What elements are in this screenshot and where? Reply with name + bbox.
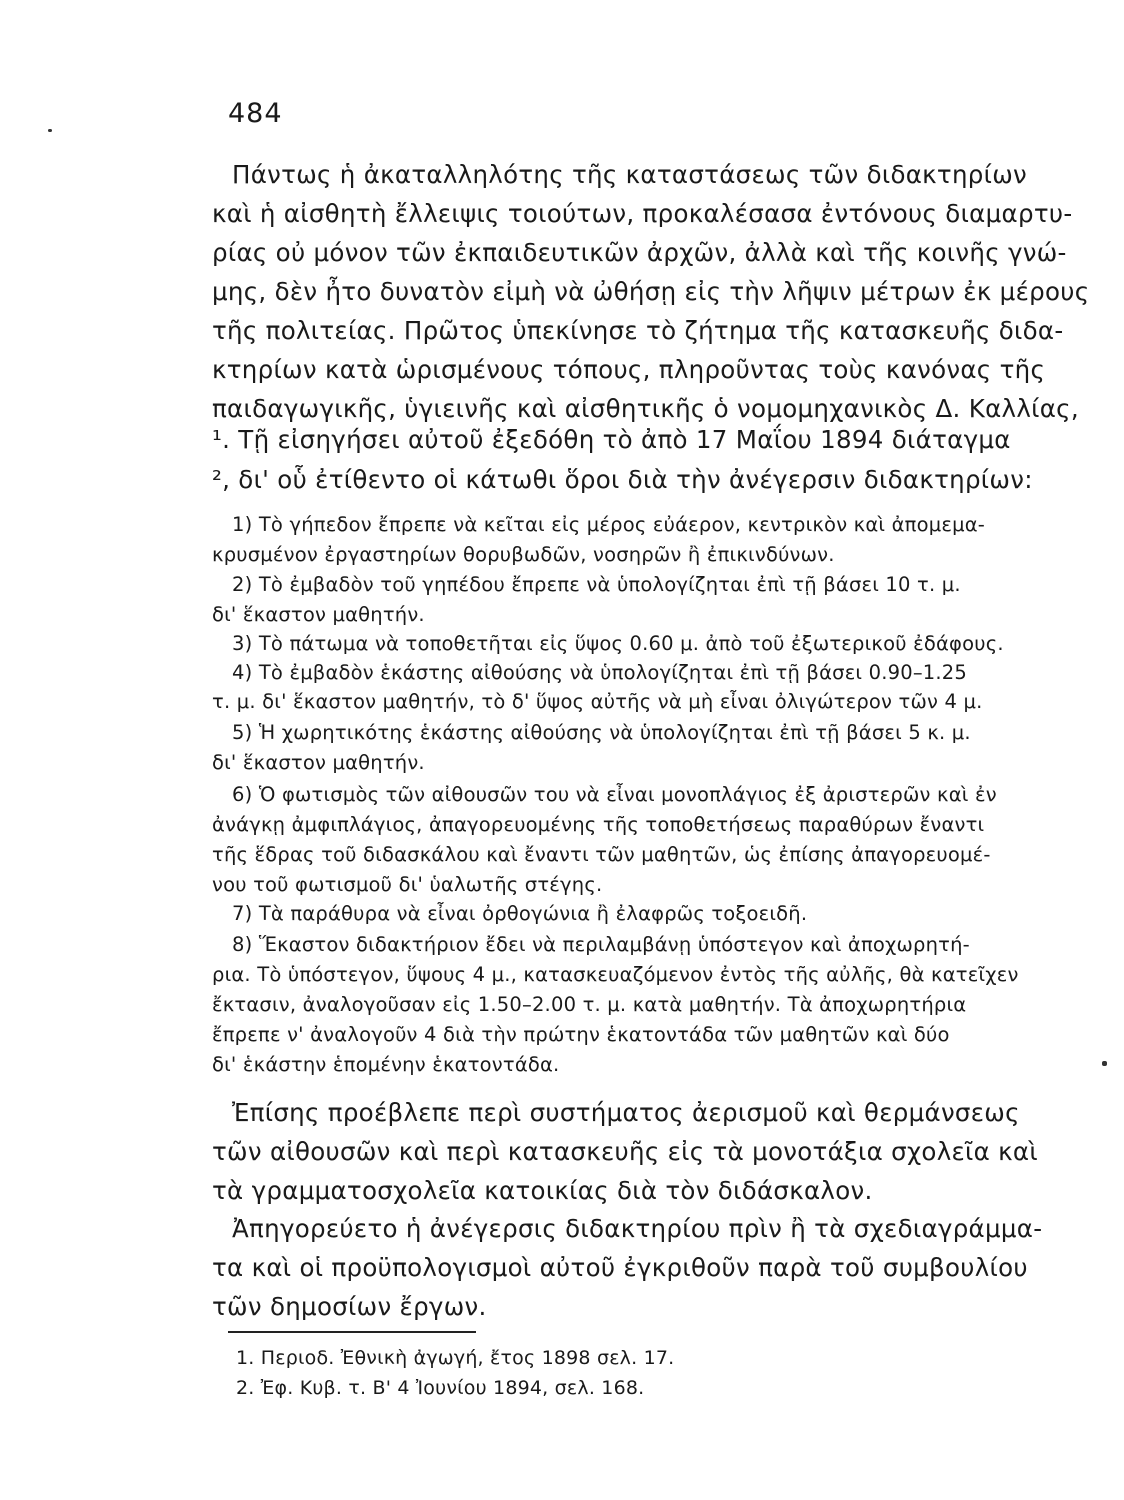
text-line: Πάντως ἡ ἀκαταλληλότης τῆς καταστάσεως τῶν διδακτηρίων [232,160,1028,189]
text-line: τὰ γραμματοσχολεῖα κατοικίας διὰ τὸν διδάσκαλον. [212,1176,873,1205]
text-line: κτηρίων κατὰ ὡρισμένους τόπους, πληροῦντας τοὺς κανόνας τῆς [212,355,1046,384]
text-line: ἔκτασιν, ἀναλογοῦσαν εἰς 1.50–2.00 τ. μ. κατὰ μαθητήν. Τὰ ἀποχωρητήρια [212,993,967,1016]
text-line: Ἐπίσης προέβλεπε περὶ συστήματος ἀερισμοῦ καὶ θερμάνσεως [232,1098,1020,1127]
text-line: 2) Τὸ ἐμβαδὸν τοῦ γηπέδου ἔπρεπε νὰ ὑπολογίζηται ἐπὶ τῇ βάσει 10 τ. μ. [232,573,961,596]
text-line: ¹. Τῇ εἰσηγήσει αὐτοῦ ἐξεδόθη τὸ ἀπὸ 17 Μαΐου 1894 διάταγμα [212,425,1011,454]
text-line: 4) Τὸ ἐμβαδὸν ἑκάστης αἰθούσης νὰ ὑπολογίζηται ἐπὶ τῇ βάσει 0.90–1.25 [232,661,968,684]
text-line: δι' ἕκαστον μαθητήν. [212,603,425,626]
text-line: τῆς πολιτείας. Πρῶτος ὑπεκίνησε τὸ ζήτημα τῆς κατασκευῆς διδα- [212,316,1064,345]
text-line: 7) Τὰ παράθυρα νὰ εἶναι ὀρθογώνια ἢ ἐλαφρῶς τοξοειδῆ. [232,902,808,925]
text-line: ², δι' οὗ ἐτίθεντο οἱ κάτωθι ὅροι διὰ τὴν ἀνέγερσιν διδακτηρίων: [212,465,1033,494]
text-line: ρια. Τὸ ὑπόστεγον, ὕψους 4 μ., κατασκευαζόμενον ἐντὸς τῆς αὐλῆς, θὰ κατεῖχεν [212,963,1019,986]
text-line: τ. μ. δι' ἕκαστον μαθητήν, τὸ δ' ὕψος αὐτῆς νὰ μὴ εἶναι ὀλιγώτερον τῶν 4 μ. [212,690,983,713]
text-line: 8) Ἕκαστον διδακτήριον ἔδει νὰ περιλαμβάνῃ ὑπόστεγον καὶ ἀποχωρητή- [232,933,970,956]
text-line: 1) Τὸ γήπεδον ἔπρεπε νὰ κεῖται εἰς μέρος εὐάερον, κεντρικὸν καὶ ἀπομεμα- [232,513,985,536]
text-line: δι' ἕκαστον μαθητήν. [212,751,425,774]
page-number: 484 [228,98,283,129]
text-line: κρυσμένον ἐργαστηρίων θορυβωδῶν, νοσηρῶν ἢ ἐπικινδύνων. [212,543,835,566]
text-line: καὶ ἡ αἰσθητὴ ἔλλειψις τοιούτων, προκαλέσασα ἐντόνους διαμαρτυ- [212,199,1073,228]
footnote: 1. Περιοδ. Ἐθνικὴ ἀγωγή, ἔτος 1898 σελ. 17. [236,1347,675,1369]
text-line: ρίας οὐ μόνον τῶν ἐκπαιδευτικῶν ἀρχῶν, ἀλλὰ καὶ τῆς κοινῆς γνώ- [212,238,1067,267]
speck-mark [48,129,52,132]
text-line: τῶν δημοσίων ἔργων. [212,1292,487,1321]
text-line: τῶν αἰθουσῶν καὶ περὶ κατασκευῆς εἰς τὰ μονοτάξια σχολεῖα καὶ [212,1137,1038,1166]
text-line: τῆς ἕδρας τοῦ διδασκάλου καὶ ἔναντι τῶν μαθητῶν, ὡς ἐπίσης ἀπαγορευομέ- [212,843,991,866]
text-line: Ἀπηγορεύετο ἡ ἀνέγερσις διδακτηρίου πρὶν ἢ τὰ σχεδιαγράμμα- [232,1214,1043,1243]
text-line: νου τοῦ φωτισμοῦ δι' ὑαλωτῆς στέγης. [212,873,603,896]
text-line: ἔπρεπε ν' ἀναλογοῦν 4 διὰ τὴν πρώτην ἑκατοντάδα τῶν μαθητῶν καὶ δύο [212,1023,950,1046]
speck-mark [1102,1061,1107,1066]
text-line: 5) Ἡ χωρητικότης ἑκάστης αἰθούσης νὰ ὑπολογίζηται ἐπὶ τῇ βάσει 5 κ. μ. [232,721,971,744]
text-line: ἀνάγκῃ ἀμφιπλάγιος, ἀπαγορευομένης τῆς τοποθετήσεως παραθύρων ἔναντι [212,813,985,836]
text-line: δι' ἑκάστην ἑπομένην ἑκατοντάδα. [212,1053,560,1076]
text-line: παιδαγωγικῆς, ὑγιεινῆς καὶ αἰσθητικῆς ὁ νομομηχανικὸς Δ. Καλλίας, [212,394,1079,423]
text-line: 6) Ὁ φωτισμὸς τῶν αἰθουσῶν του νὰ εἶναι μονοπλάγιος ἐξ ἀριστερῶν καὶ ἐν [232,783,997,806]
footnote: 2. Ἐφ. Κυβ. τ. Β' 4 Ἰουνίου 1894, σελ. 168. [236,1377,645,1399]
text-line: τα καὶ οἱ προϋπολογισμοὶ αὐτοῦ ἐγκριθοῦν παρὰ τοῦ συμβουλίου [212,1253,1028,1282]
text-line: 3) Τὸ πάτωμα νὰ τοποθετῆται εἰς ὕψος 0.60 μ. ἀπὸ τοῦ ἐξωτερικοῦ ἐδάφους. [232,632,1004,655]
text-line: μης, δὲν ἦτο δυνατὸν εἰμὴ νὰ ὠθήσῃ εἰς τὴν λῆψιν μέτρων ἐκ μέρους [212,277,1090,306]
footnote-divider [228,1331,476,1333]
